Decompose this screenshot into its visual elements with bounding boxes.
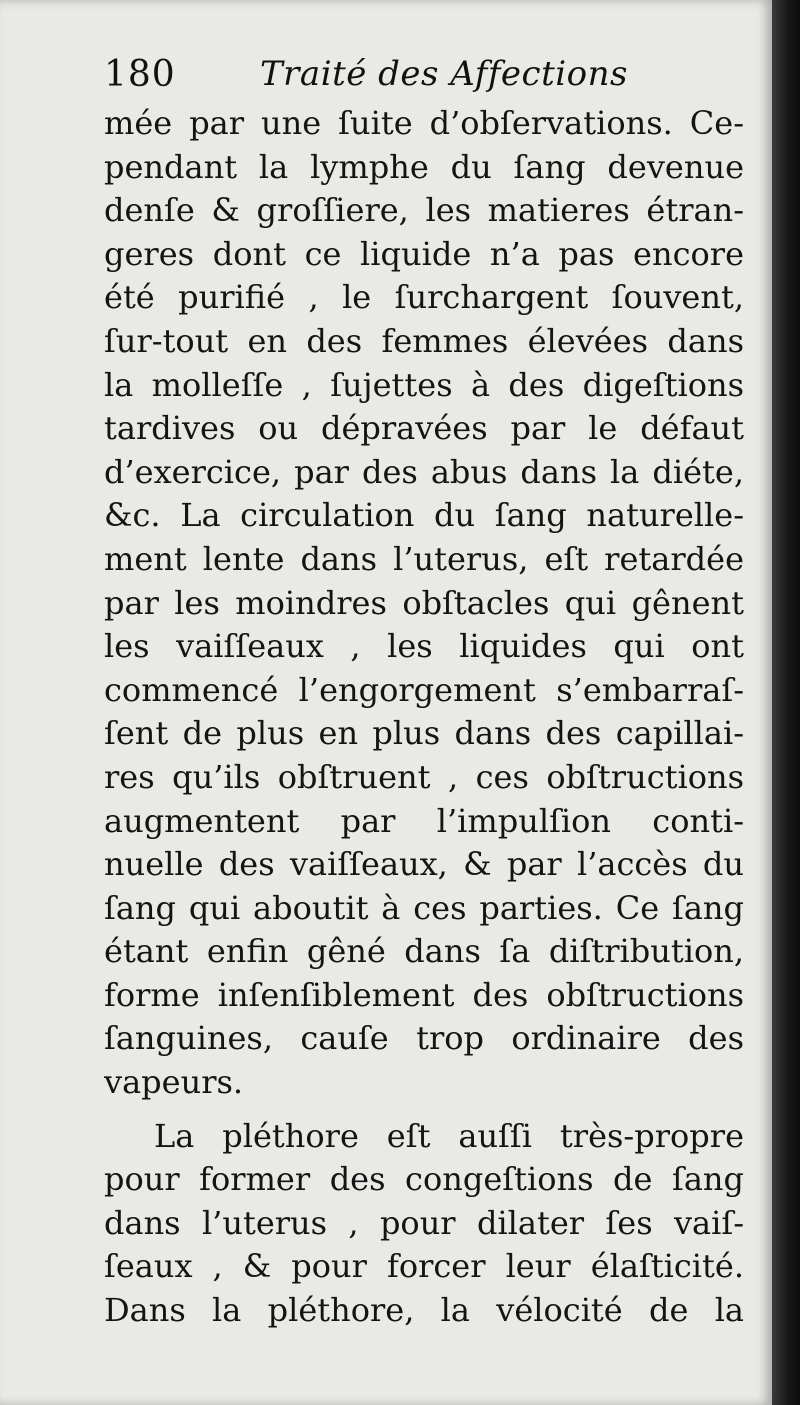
text-line: vapeurs. bbox=[104, 1063, 244, 1102]
text-line: ſent de plus en plus dans des capillai- bbox=[104, 714, 744, 753]
body-text bbox=[104, 102, 744, 1333]
text-line: dans l’uterus , pour dilater ſes vaiſ- bbox=[104, 1203, 744, 1242]
page-number: 180 bbox=[104, 54, 176, 95]
page-header bbox=[104, 52, 744, 102]
paragraph-2 bbox=[104, 1115, 744, 1333]
running-title: Traité des Affections bbox=[260, 54, 628, 94]
text-line: été purifié , le ſurchargent ſouvent, bbox=[104, 278, 744, 317]
text-line: les vaiſſeaux , les liquides qui ont bbox=[104, 627, 744, 666]
text-line: &c. La circulation du ſang naturelle- bbox=[104, 496, 744, 535]
text-line: pour former des congeſtions de ſang bbox=[104, 1160, 744, 1199]
text-line: res qu’ils obſtruent , ces obſtructions bbox=[104, 757, 744, 796]
text-line: denſe & groſſiere, les matieres étran- bbox=[104, 191, 744, 230]
paragraph-1 bbox=[104, 102, 744, 1105]
text-line: ſang qui aboutit à ces parties. Ce ſang bbox=[104, 888, 744, 927]
text-line: augmentent par l’impulſion conti- bbox=[104, 801, 744, 840]
text-line: ſeaux , & pour forcer leur élaſticité. bbox=[104, 1247, 744, 1286]
text-line: ment lente dans l’uterus, eſt retardée bbox=[104, 539, 744, 578]
text-line: la molleſſe , ſujettes à des digeſtions bbox=[104, 365, 744, 404]
text-line: ſur-tout en des femmes élevées dans bbox=[104, 321, 744, 360]
text-line: ſanguines, cauſe trop ordinaire des bbox=[104, 1019, 744, 1058]
text-line: pendant la lymphe du ſang devenue bbox=[104, 147, 744, 186]
text-line: nuelle des vaiſſeaux, & par l’accès du bbox=[104, 845, 744, 884]
text-line: Dans la pléthore, la vélocité de la bbox=[104, 1291, 744, 1330]
text-line: tardives ou dépravées par le défaut bbox=[104, 409, 744, 448]
text-line: forme inſenſiblement des obſtructions bbox=[104, 975, 744, 1014]
text-line: d’exercice, par des abus dans la diéte, bbox=[104, 452, 744, 491]
text-line: geres dont ce liquide n’a pas encore bbox=[104, 234, 744, 273]
text-line: étant enfin gêné dans ſa diſtribution, bbox=[104, 932, 744, 971]
page-edge-shadow bbox=[772, 0, 800, 1405]
paragraph-gap bbox=[104, 1105, 744, 1115]
text-line: La pléthore eſt auſſi très-propre bbox=[154, 1116, 744, 1155]
text-line: commencé l’engorgement s’embarraſ- bbox=[104, 670, 744, 709]
text-line: mée par une ſuite d’obſervations. Ce- bbox=[104, 104, 744, 142]
text-line: par les moindres obſtacles qui gênent bbox=[104, 583, 744, 622]
